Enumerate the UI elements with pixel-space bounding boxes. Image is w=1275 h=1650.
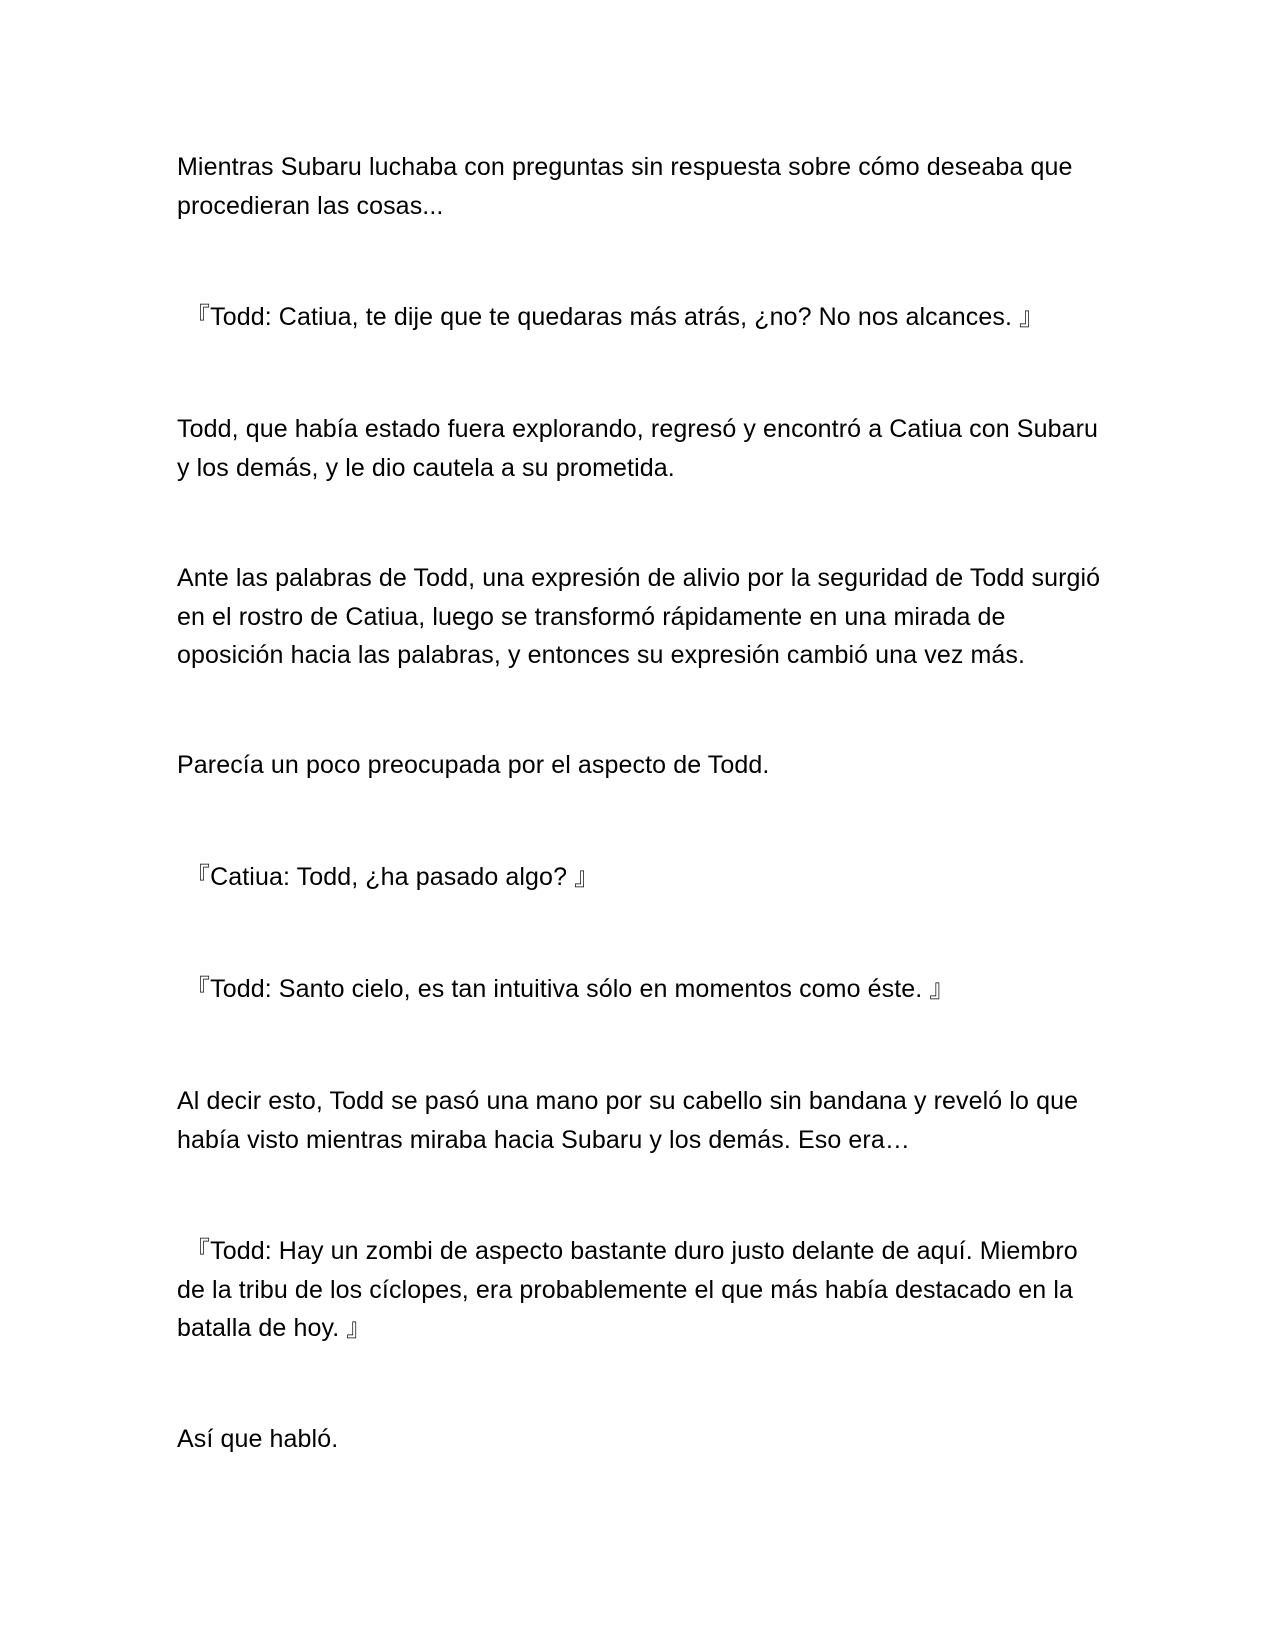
dialogue-line-todd: 『Todd: Hay un zombi de aspecto bastante duro justo delante de aquí. Miembro de la tribu de los cíclopes, era probablemente el que más había destacado en la batalla de hoy. 』 (177, 1237, 1078, 1342)
narration-paragraph: Al decir esto, Todd se pasó una mano por su cabello sin bandana y reveló lo que había visto mientras miraba hacia Subaru y los demás. Eso era… (177, 1087, 1079, 1154)
dialogue-line-catiua: 『Catiua: Todd, ¿ha pasado algo? 』 (185, 863, 600, 891)
narration-paragraph: Ante las palabras de Todd, una expresión de alivio por la seguridad de Todd surgió en el rostro de Catiua, luego se transformó rápidamente en una mirada de oposición hacia las palabras, y entonces su expresión cambió una vez más. (177, 564, 1101, 669)
dialogue-line-todd: 『Todd: Catiua, te dije que te quedaras más atrás, ¿no? No nos alcances. 』 (185, 303, 1045, 331)
narration-paragraph: Parecía un poco preocupada por el aspecto de Todd. (177, 751, 770, 779)
dialogue-line-todd: 『Todd: Santo cielo, es tan intuitiva sólo en momentos como éste. 』 (185, 975, 955, 1003)
narration-paragraph: Así que habló. (177, 1425, 339, 1453)
narration-paragraph: Todd, que había estado fuera explorando, regresó y encontró a Catiua con Subaru y los demás, y le dio cautela a su prometida. (177, 415, 1099, 482)
narration-paragraph: Mientras Subaru luchaba con preguntas sin respuesta sobre cómo deseaba que procedieran las cosas... (177, 153, 1073, 220)
